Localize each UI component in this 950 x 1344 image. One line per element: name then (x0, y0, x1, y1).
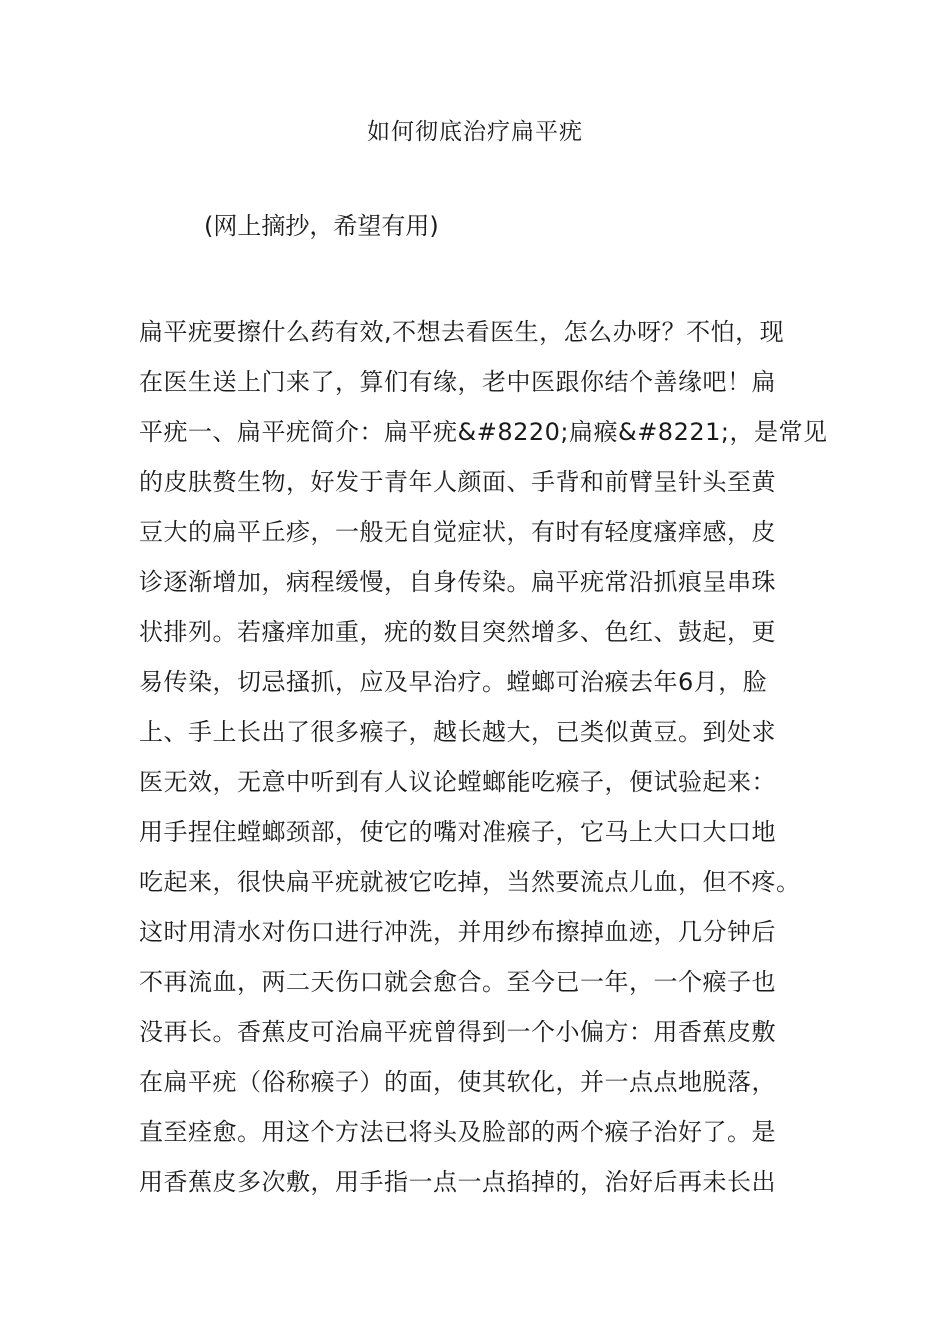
text-line: 在医生送上门来了，算们有缘，老中医跟你结个善缘吧！扁 (139, 368, 776, 396)
text-line: 用香蕉皮多次敷，用手指一点一点掐掉的，治好后再未长出 (139, 1168, 776, 1196)
text-line: 没再长。香蕉皮可治扁平疣曾得到一个小偏方：用香蕉皮敷 (139, 1018, 776, 1046)
text-line: 吃起来，很快扁平疣就被它吃掉，当然要流点儿血，但不疼。 (139, 868, 801, 896)
text-line: 状排列。若瘙痒加重，疣的数目突然增多、色红、鼓起，更 (139, 618, 776, 646)
text-line: 用手捏住螳螂颈部，使它的嘴对准瘊子，它马上大口大口地 (139, 818, 776, 846)
text-line: 豆大的扁平丘疹，一般无自觉症状，有时有轻度瘙痒感，皮 (139, 518, 776, 546)
body-paragraph (139, 307, 829, 1207)
text-line: 在扁平疣（俗称瘊子）的面，使其软化，并一点点地脱落， (139, 1068, 776, 1096)
text-line: 扁平疣要擦什么药有效,不想去看医生，怎么办呀？不怕，现 (139, 318, 785, 346)
document-title: 如何彻底治疗扁平疣 (367, 119, 583, 145)
text-line: 直至痊愈。用这个方法已将头及脸部的两个瘊子治好了。是 (139, 1118, 776, 1146)
text-line: 这时用清水对伤口进行冲洗，并用纱布擦掉血迹，几分钟后 (139, 918, 776, 946)
text-line: 的皮肤赘生物，好发于青年人颜面、手背和前臂呈针头至黄 (139, 468, 776, 496)
text-line: 上、手上长出了很多瘊子，越长越大，已类似黄豆。到处求 (139, 718, 776, 746)
text-line: 平疣一、扁平疣简介：扁平疣&#8220;扁瘊&#8221;，是常见 (139, 418, 828, 446)
document-subtitle: (网上摘抄，希望有用) (204, 212, 439, 240)
text-line: 医无效，无意中听到有人议论螳螂能吃瘊子，便试验起来： (139, 768, 776, 796)
text-line: 诊逐渐增加，病程缓慢，自身传染。扁平疣常沿抓痕呈串珠 (139, 568, 776, 596)
text-line: 不再流血，两二天伤口就会愈合。至今已一年，一个瘊子也 (139, 968, 776, 996)
text-line: 易传染，切忌搔抓，应及早治疗。螳螂可治瘊去年6月，脸 (139, 668, 768, 696)
